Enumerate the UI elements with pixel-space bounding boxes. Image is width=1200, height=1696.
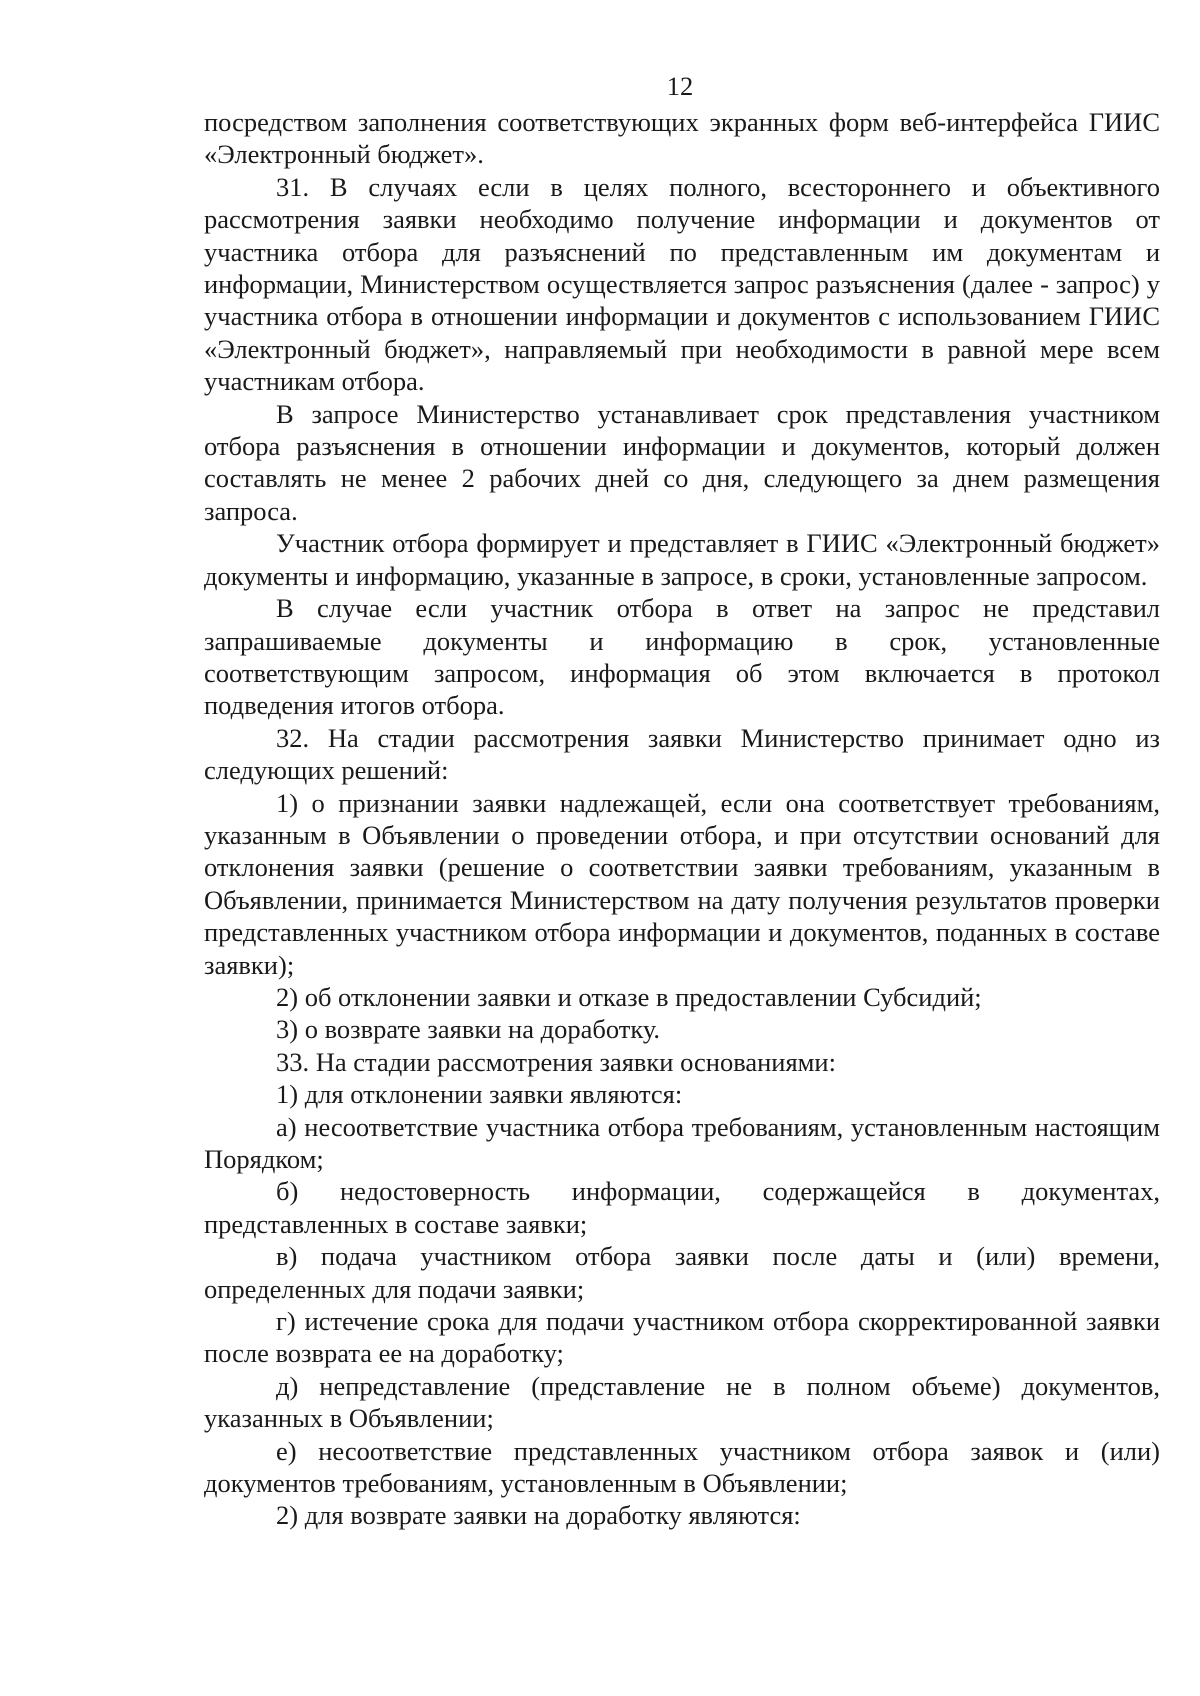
paragraph-item-33-1-b: б) недостоверность информации, содержащейся в документах, представленных в составе заявки; bbox=[204, 1176, 1160, 1239]
paragraph-item-33-1-a: а) несоответствие участника отбора требованиям, установленным настоящим Порядком; bbox=[204, 1111, 1160, 1174]
paragraph-item-32-2: 2) об отклонении заявки и отказе в предоставлении Субсидий; bbox=[276, 981, 982, 1012]
paragraph-participant-submits: Участник отбора формирует и представляет в ГИИС «Электронный бюджет» документы и информацию, указанные в запросе, в сроки, установленные запросом. bbox=[204, 528, 1160, 591]
document-body bbox=[204, 106, 1160, 1532]
paragraph-item-31: 31. В случаях если в целях полного, всестороннего и объективного рассмотрения заявки необходимо получение информации и документов от участника отбора для разъяснений по представленным им документам и информации, Министерством осуществляется запрос разъяснения (далее - запрос) у участника отбора в отношении информации и документов с использованием ГИИС «Электронный бюджет», направляемый при необходимости в равной мере всем участникам отбора. bbox=[204, 171, 1160, 397]
paragraph-item-32-1: 1) о признании заявки надлежащей, если она соответствует требованиям, указанным в Объявлении о проведении отбора, и при отсутствии оснований для отклонения заявки (решение о соответствии заявки требованиям, указанным в Объявлении, принимается Министерством на дату получения результатов проверки представленных участником отбора информации и документов, поданных в составе заявки); bbox=[204, 787, 1160, 980]
paragraph-item-33-1-g: г) истечение срока для подачи участником отбора скорректированной заявки после возврата ее на доработку; bbox=[204, 1306, 1160, 1369]
page-number: 12 bbox=[666, 71, 694, 101]
paragraph-item-33-1: 1) для отклонении заявки являются: bbox=[276, 1079, 683, 1110]
paragraph-item-33: 33. На стадии рассмотрения заявки основаниями: bbox=[276, 1046, 836, 1077]
paragraph-item-33-1-v: в) подача участником отбора заявки после даты и (или) времени, определенных для подачи заявки; bbox=[204, 1241, 1160, 1304]
paragraph-no-response: В случае если участник отбора в ответ на запрос не представил запрашиваемые документы и информацию в срок, установленные соответствующим запросом, информация об этом включается в протокол подведения итогов отбора. bbox=[204, 593, 1160, 721]
paragraph-item-33-1-e: е) несоответствие представленных участником отбора заявок и (или) документов требованиям, установленным в Объявлении; bbox=[204, 1435, 1160, 1499]
paragraph-item-32: 32. На стадии рассмотрения заявки Министерство принимает одно из следующих решений: bbox=[204, 722, 1160, 786]
paragraph-item-33-1-d: д) непредставление (представление не в полном объеме) документов, указанных в Объявлении; bbox=[204, 1370, 1160, 1434]
paragraph-item-33-2: 2) для возврате заявки на доработку являются: bbox=[276, 1500, 801, 1531]
paragraph-request-deadline: В запросе Министерство устанавливает срок представления участником отбора разъяснения в отношении информации и документов, который должен составлять не менее 2 рабочих дней со дня, следующего за днем размещения запроса. bbox=[204, 398, 1160, 526]
paragraph-item-32-3: 3) о возврате заявки на доработку. bbox=[276, 1014, 661, 1045]
paragraph-continuation: посредством заполнения соответствующих экранных форм веб-интерфейса ГИИС «Электронный бюджет». bbox=[204, 107, 1160, 170]
